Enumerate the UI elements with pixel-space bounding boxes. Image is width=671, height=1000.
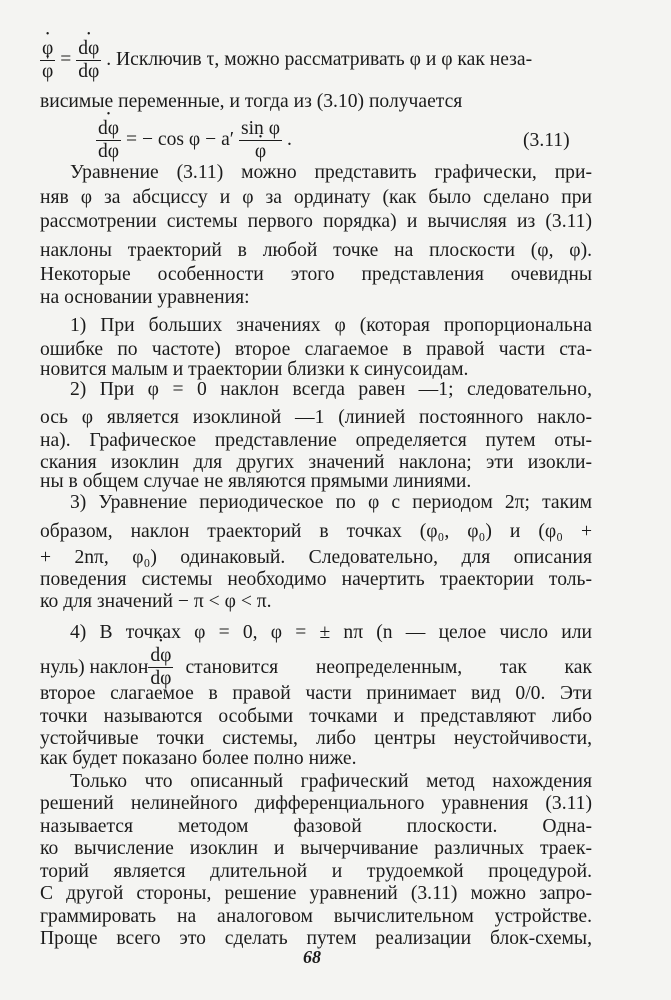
text-line: Уравнение (3.11) можно представить графически, при- <box>70 162 592 183</box>
equals-sign: = <box>60 49 72 70</box>
text-line: Проще всего это сделать путем реализации блок-схемы, <box>40 928 592 949</box>
text-line: наклоны траекторий в любой точке на плоскости (φ, φ). <box>40 240 592 261</box>
text-line: новится малым и траектории близки к синусоидам. <box>40 359 469 380</box>
fraction-numerator: dφ • <box>148 645 173 668</box>
page-number: 68 <box>303 947 321 967</box>
fraction-numerator: φ • <box>40 38 55 61</box>
fraction-denominator: φ • <box>40 61 55 83</box>
fraction-denominator: dφ <box>98 141 120 162</box>
sin-fraction <box>239 118 282 163</box>
text-line: скания изоклин для других значений наклона; эти изокли- <box>40 452 592 473</box>
text-line: точки называются особыми точками и представляют либо <box>40 706 592 727</box>
fraction-denominator: dφ <box>78 61 100 82</box>
derivative-fraction <box>76 38 101 83</box>
fraction-denominator: φ • <box>239 141 282 163</box>
text-line: 3) Уравнение периодическое по φ с периодом 2π; таким <box>70 492 592 513</box>
equation-period: . <box>286 129 292 150</box>
text-line: устойчивые точки системы, либо центры неустойчивости, <box>40 728 592 749</box>
text-line: образом, наклон траекторий в точках (φ₀, φ₀) и (φ₀ + <box>40 521 592 542</box>
text-line: ко для значений − π < φ < π. <box>40 591 272 612</box>
text-line: 2) При φ = 0 наклон всегда равен —1; следовательно, <box>70 379 592 400</box>
text-line: торий является длительной и трудоемкой процедурой. <box>40 861 592 882</box>
text-fragment: становится неопределенным, так как <box>185 656 592 678</box>
text-line: 4) В точках φ = 0, φ = ± nπ (n — целое число или <box>70 622 592 643</box>
text-line: ошибке по частоте) второе слагаемое в правой части ста- <box>40 339 592 360</box>
text-line: С другой стороны, решение уравнений (3.11) можно запро- <box>40 883 592 904</box>
phi-ratio-fraction <box>40 38 55 83</box>
text-line: ко вычисление изоклин и вычерчивание различных траек- <box>40 838 592 859</box>
text-fragment: нуль) наклон <box>40 656 149 678</box>
text-line: второе слагаемое в правой части принимает вид 0/0. Эти <box>40 683 592 704</box>
text-line: на). Графическое представление определяется путем оты- <box>40 430 592 451</box>
text-line: поведения системы необходимо начертить траектории толь- <box>40 569 592 590</box>
text-line: Некоторые особенности этого представления очевидны <box>40 264 592 285</box>
inline-equation <box>40 38 532 83</box>
text-line: рассмотрении системы первого порядка) и вычисляя из (3.11) <box>40 211 592 232</box>
equation-3-11 <box>96 118 292 163</box>
fraction-numerator: dφ • <box>76 38 101 61</box>
derivative-fraction <box>96 118 121 163</box>
equation-number: (3.11) <box>523 130 570 151</box>
fraction-numerator: dφ • <box>96 118 121 141</box>
text-line: Только что описанный графический метод нахождения <box>70 771 592 792</box>
text-line: 1) При больших значениях φ (которая пропорциональна <box>70 315 592 336</box>
text-line: называется методом фазовой плоскости. Одна- <box>40 816 592 837</box>
text-line: ось φ является изоклиной —1 (линией постоянного накло- <box>40 407 592 428</box>
text-line: ны в общем случае не являются прямыми линиями. <box>40 471 472 492</box>
fraction-denominator: dφ <box>150 668 172 689</box>
text-line: на основании уравнения: <box>40 287 250 308</box>
text-line: + 2nπ, φ₀) одинаковый. Следовательно, для описания <box>40 547 592 568</box>
equation-middle: = − cos φ − a′ <box>126 129 235 150</box>
equation-tail-text: . Исключив τ, можно рассматривать φ и φ как неза- <box>106 49 533 70</box>
text-line: как будет показано более полно ниже. <box>40 748 357 769</box>
text-line: няв φ за абсциссу и φ за ординату (как было сделано при <box>40 187 592 208</box>
text-line: граммировать на аналоговом вычислительном устройстве. <box>40 906 592 927</box>
text-line: висимые переменные, и тогда из (3.10) получается <box>40 91 463 112</box>
text-line: решений нелинейного дифференциального уравнения (3.11) <box>40 793 592 814</box>
fraction-numerator: sin φ <box>240 118 281 139</box>
